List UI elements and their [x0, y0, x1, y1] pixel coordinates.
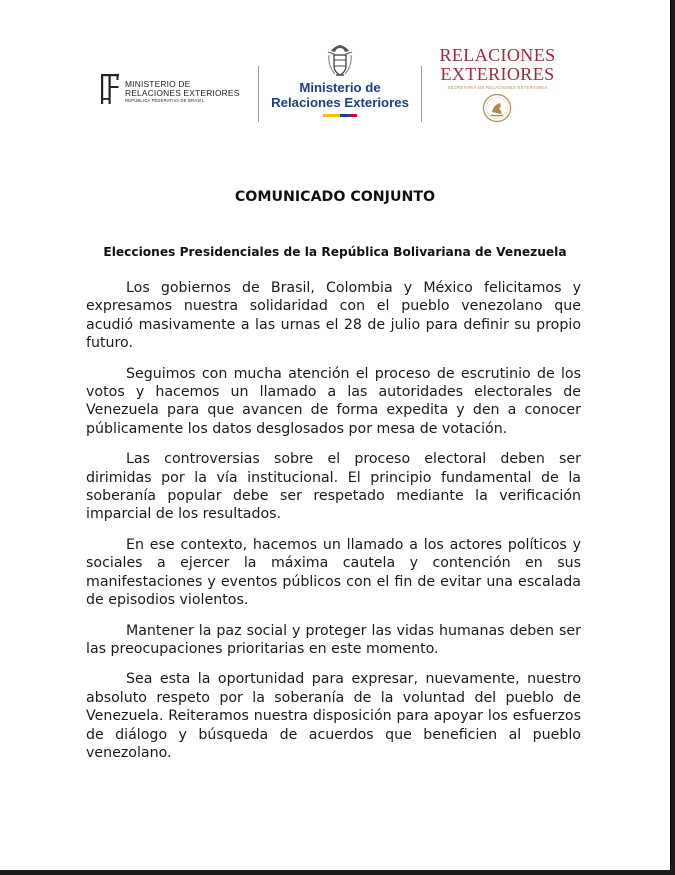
mexico-coat-of-arms-icon — [482, 93, 512, 123]
mexico-logo-line1: RELACIONES — [439, 45, 556, 65]
body-paragraph: Mantener la paz social y proteger las vidas humanas deben ser las preocupaciones prioritarias en este momento. — [86, 622, 581, 657]
document-body — [86, 279, 581, 774]
body-paragraph: Sea esta la oportunidad para expresar, nuevamente, nuestro absoluto respeto por la soberanía de la voluntad del pueblo de Venezuela. Reiteramos nuestra disposición para apoyar los esfuerzos de diálogo y búsqueda de acuerdos que beneficien al pueblo venezolano. — [86, 671, 581, 761]
body-paragraph: Las controversias sobre el proceso electoral deben ser dirimidas por la vía institucional. El principio fundamental de la soberanía popular debe ser respetado mediante la verificación imparcial de los resultados. — [86, 451, 581, 523]
brazil-ministry-logo — [99, 72, 249, 108]
brazil-logo-line2: RELACIONES EXTERIORES — [125, 88, 240, 98]
colombia-coat-of-arms-icon — [325, 44, 355, 78]
body-paragraph: Los gobiernos de Brasil, Colombia y México felicitamos y expresamos nuestra solidaridad con el pueblo venezolano que acudió masivamente a las urnas el 28 de julio para definir su propio futuro. — [86, 280, 581, 352]
colombia-ministry-logo — [262, 44, 418, 122]
header-logos — [0, 0, 670, 140]
itamaraty-icon — [99, 72, 121, 106]
brazil-logo-line3: REPÚBLICA FEDERATIVA DE BRASIL — [125, 98, 205, 103]
body-paragraph: Seguimos con mucha atención el proceso de escrutinio de los votos y hacemos un llamado a las autoridades electorales de Venezuela para que avancen de forma expedita y den a conocer públicamente los datos desglosados por mesa de votación. — [86, 365, 581, 437]
logo-divider — [258, 66, 259, 122]
body-paragraph: En ese contexto, hacemos un llamado a los actores políticos y sociales a ejercer la máxima cautela y contención en sus manifestaciones y eventos públicos con el fin de evitar una escalada de episodios violentos. — [86, 536, 581, 609]
mexico-logo-line2: EXTERIORES — [440, 64, 555, 84]
logo-divider — [421, 66, 422, 122]
colombia-flag-bar — [323, 114, 357, 117]
colombia-logo-line2: Relaciones Exteriores — [271, 95, 409, 110]
mexico-logo-line3: SECRETARÍA DE RELACIONES EXTERIORES — [447, 85, 548, 90]
mexico-ministry-logo — [430, 46, 565, 126]
brazil-logo-line1: MINISTERIO DE — [125, 79, 191, 89]
document-subtitle: Elecciones Presidenciales de la República Bolivariana de Venezuela — [103, 245, 567, 259]
colombia-logo-line1: Ministerio de — [299, 80, 381, 95]
document-title: COMUNICADO CONJUNTO — [234, 189, 436, 205]
